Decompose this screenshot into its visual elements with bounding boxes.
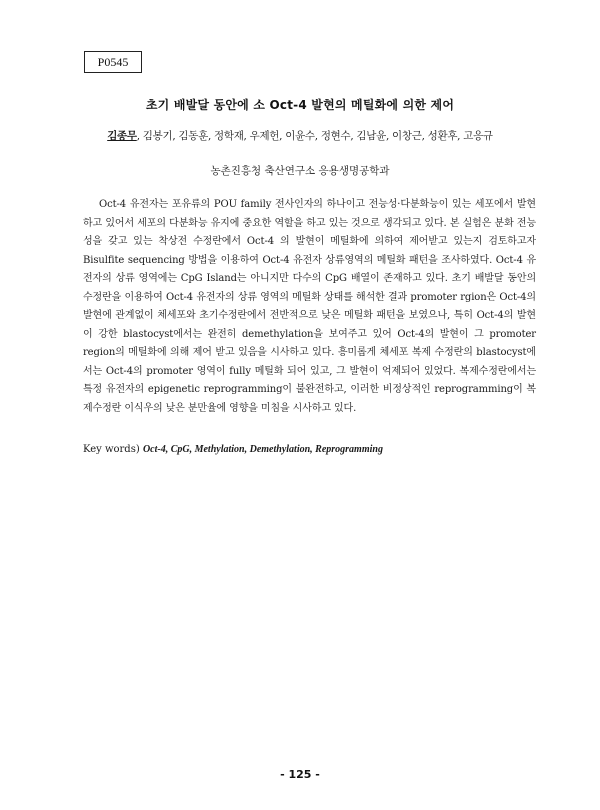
keywords-label: Key words) — [83, 444, 140, 455]
keywords-line — [83, 444, 383, 455]
affiliation: 농촌진흥청 축산연구소 응용생명공학과 — [210, 165, 390, 177]
page-number: - 125 - — [280, 768, 320, 781]
abstract-body: Oct-4 유전자는 포유류의 POU family 전사인자의 하나이고 전능성·다분화능이 있는 세포에서 발현하고 있어서 세포의 다분화능 유지에 중요한 역할을 하고 있는 것으로 생각되고 있다. 본 실험은 분화 전능성을 갖고 있는 착상전 수정란에서 Oct-4 의 발현이 메틸화에 의하여 제어받고 있는지 검토하고자 Bisulfite sequencing 방법을 이용하여 Oct-4 유전자 상류영역의 메틸화 패턴을 조사하였다. Oct-4 유전자의 상류 영역에는 CpG Island는 아니지만 다수의 CpG 배열이 존재하고 있다. 초기 배발달 동안의 수정란을 이용하여 Oct-4 유전자의 상류 영역의 메틸화 상태를 해석한 결과 promoter rgion은 Oct-4의 발현에 관계없이 체세포와 초기수정란에서 전반적으로 낮은 메틸화 패턴을 보였으나, 특히 Oct-4의 발현이 강한 blastocyst에서는 완전히 demethylation을 보여주고 있어 Oct-4의 발현이 그 promoter region의 메틸화에 의해 제어 받고 있음을 시사하고 있다. 흥미롭게 체세포 복제 수정란의 blastocyst에서는 Oct-4의 promoter 영역이 fully 메틸화 되어 있고, 그 발현이 억제되어 있었다. 복제수정란에서는 특정 유전자의 epigenetic reprogramming이 불완전하고, 이러한 비정상적인 reprogramming이 복제수정란 이식우의 낮은 분만율에 영향을 미침을 시사하고 있다. — [83, 199, 536, 414]
abstract-code-box: P0545 — [84, 51, 142, 73]
co-authors: , 김봉기, 김동훈, 정학재, 우제헌, 이윤수, 정현수, 김남윤, 이창근, 성환후, 고응규 — [136, 130, 493, 142]
paper-title: 초기 배발달 동안에 소 Oct-4 발현의 메틸화에 의한 제어 — [145, 98, 455, 112]
keywords-terms: Oct-4, CpG, Methylation, Demethylation, Reprogramming — [142, 444, 383, 455]
author-list — [70, 128, 530, 143]
lead-author: 김종무 — [107, 130, 137, 142]
